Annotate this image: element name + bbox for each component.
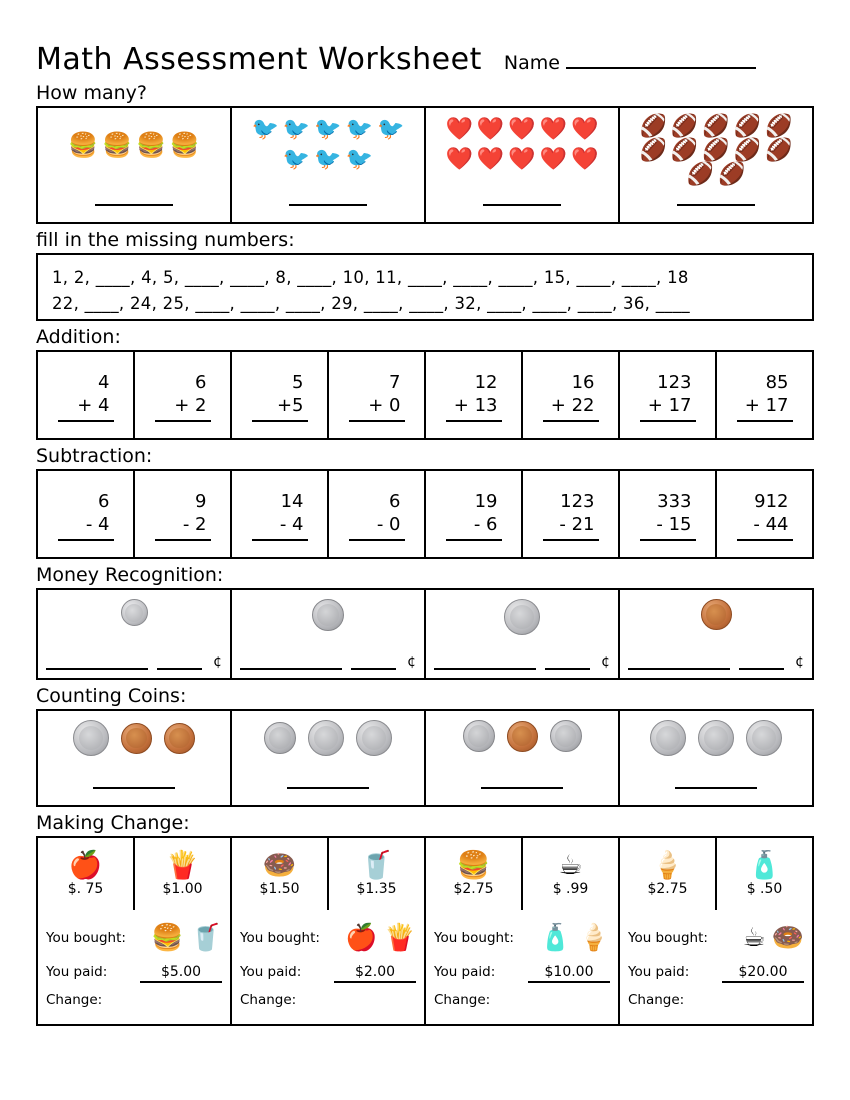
minuend: 123	[560, 491, 595, 512]
price-item	[717, 838, 812, 910]
price-item	[620, 838, 717, 910]
soda-can-icon: 🥤	[359, 849, 394, 881]
bird-group	[232, 108, 424, 174]
football-group	[620, 108, 812, 187]
money-recognition-cell	[620, 590, 812, 678]
bought-items	[539, 925, 610, 951]
football-icon: 🏈	[670, 114, 699, 139]
addition-problem[interactable]	[523, 352, 620, 438]
hamburger-icon: 🍔	[68, 131, 99, 159]
heart-icon: ❤️	[445, 147, 473, 172]
cent-symbol: ¢	[795, 654, 804, 670]
subtrahend: - 0	[349, 513, 405, 541]
coin-group	[38, 720, 230, 756]
bought-items	[345, 925, 416, 951]
coin-value-blank[interactable]	[157, 656, 203, 670]
addend-bottom: + 13	[446, 394, 502, 422]
money-answer-lines[interactable]	[628, 654, 804, 670]
answer-blank[interactable]	[481, 787, 563, 789]
how-many-cell-1	[38, 108, 232, 222]
money-answer-lines[interactable]	[46, 654, 222, 670]
change-questions-row	[38, 910, 812, 1024]
minuend: 6	[389, 491, 401, 512]
donut-icon: 🍩	[262, 849, 297, 881]
coin-group	[426, 720, 618, 752]
answer-blank[interactable]	[287, 787, 369, 789]
change-question	[426, 910, 620, 1024]
paid-label: You paid:	[628, 964, 690, 980]
name-label: Name	[503, 52, 560, 74]
subtraction-row	[36, 469, 814, 559]
heart-group	[426, 108, 618, 174]
subtraction-problem[interactable]	[717, 471, 812, 557]
football-icon: 🏈	[670, 138, 699, 163]
money-recognition-cell	[232, 590, 426, 678]
addend-top: 12	[474, 372, 498, 393]
subtraction-problem[interactable]	[38, 471, 135, 557]
counting-coins-cell	[38, 711, 232, 805]
addend-top: 7	[389, 372, 401, 393]
change-question	[232, 910, 426, 1024]
missing-numbers-box[interactable]	[36, 253, 814, 321]
quarter-coin-icon	[356, 720, 392, 756]
coin-name-blank[interactable]	[240, 656, 342, 670]
penny-coin-icon	[121, 723, 152, 754]
bird-icon: 🐦	[282, 147, 311, 172]
bought-label: You bought:	[240, 930, 320, 946]
soda-can-icon: 🥤	[189, 923, 222, 953]
minuend: 14	[280, 491, 304, 512]
football-icon: 🏈	[702, 138, 730, 163]
addend-top: 85	[765, 372, 789, 393]
subtraction-problem[interactable]	[620, 471, 717, 557]
how-many-cell-2	[232, 108, 426, 222]
coin-value-blank[interactable]	[739, 656, 785, 670]
bird-icon: 🐦	[345, 117, 374, 142]
paid-amount: $10.00	[528, 964, 610, 983]
quarter-coin-icon	[73, 720, 109, 756]
penny-coin-icon	[507, 721, 538, 752]
hamburger-group	[38, 108, 230, 174]
money-recognition-label: Money Recognition:	[36, 564, 224, 586]
subtrahend: - 6	[446, 513, 502, 541]
worksheet-header	[0, 0, 850, 77]
missing-numbers-label: fill in the missing numbers:	[36, 229, 295, 251]
change-question	[620, 910, 812, 1024]
addend-top: 16	[571, 372, 595, 393]
price-item	[329, 838, 426, 910]
subtraction-problem[interactable]	[426, 471, 523, 557]
coin-name-blank[interactable]	[434, 656, 536, 670]
paid-label: You paid:	[46, 964, 108, 980]
price-text: $2.75	[647, 880, 688, 897]
football-icon: 🏈	[702, 114, 730, 139]
fries-icon: 🍟	[383, 923, 416, 953]
subtrahend: - 21	[543, 513, 599, 541]
bird-icon: 🐦	[345, 147, 374, 172]
heart-icon: ❤️	[445, 117, 473, 142]
how-many-cell-3	[426, 108, 620, 222]
football-icon: 🏈	[718, 162, 746, 187]
nickel-coin-icon	[264, 722, 296, 754]
money-recognition-cell	[426, 590, 620, 678]
counting-coins-row	[36, 709, 814, 807]
missing-numbers-line-1: 1, 2, ____, 4, 5, ____, ____, 8, ____, 10, 11, ____, ____, ____, 15, ____, ____, 18	[52, 268, 689, 287]
water-bottle-icon: 🧴	[747, 849, 782, 881]
missing-numbers-line-2: 22, ____, 24, 25, ____, ____, ____, 29, ____, ____, 32, ____, ____, ____, 36, ____	[52, 294, 690, 313]
how-many-row	[36, 106, 814, 224]
price-text: $2.75	[453, 880, 494, 897]
paid-label: You paid:	[434, 964, 496, 980]
subtrahend: - 4	[58, 513, 114, 541]
heart-icon: ❤️	[476, 117, 505, 142]
price-item	[232, 838, 329, 910]
minuend: 19	[474, 491, 498, 512]
change-label[interactable]: Change:	[46, 992, 103, 1008]
making-change-label: Making Change:	[36, 812, 190, 834]
addend-bottom: + 17	[737, 394, 793, 422]
dime-coin-icon	[121, 599, 148, 626]
addend-top: 6	[195, 372, 207, 393]
money-recognition-row	[36, 588, 814, 680]
coin-group	[620, 720, 812, 756]
quarter-coin-icon	[504, 599, 540, 635]
addend-top: 4	[98, 372, 110, 393]
bought-label: You bought:	[46, 930, 126, 946]
penny-coin-icon	[164, 723, 195, 754]
fries-icon: 🍟	[165, 849, 200, 881]
subtraction-problem[interactable]	[232, 471, 329, 557]
how-many-label: How many?	[36, 82, 148, 104]
hamburger-icon: 🍔	[136, 131, 166, 159]
paid-label: You paid:	[240, 964, 302, 980]
subtraction-label: Subtraction:	[36, 445, 153, 467]
subtrahend: - 44	[737, 513, 793, 541]
addition-problem[interactable]	[329, 352, 426, 438]
football-icon: 🏈	[733, 114, 762, 139]
bought-label: You bought:	[628, 930, 708, 946]
paid-amount: $5.00	[140, 964, 222, 983]
football-icon: 🏈	[733, 138, 762, 163]
addition-problem[interactable]	[38, 352, 135, 438]
minuend: 333	[657, 491, 692, 512]
minuend: 9	[195, 491, 207, 512]
counting-coins-cell	[232, 711, 426, 805]
football-icon: 🏈	[765, 138, 793, 163]
page-title: Math Assessment Worksheet	[36, 42, 482, 77]
name-input-line[interactable]	[566, 52, 756, 69]
hamburger-icon: 🍔	[102, 131, 132, 159]
hot-drink-icon: ☕	[558, 849, 583, 881]
counting-coins-cell	[426, 711, 620, 805]
price-item	[523, 838, 620, 910]
addend-bottom: + 0	[349, 394, 405, 422]
addend-top: 5	[292, 372, 304, 393]
nickel-coin-icon	[312, 599, 344, 631]
heart-icon: ❤️	[571, 147, 599, 172]
price-text: $ .99	[552, 880, 589, 897]
penny-coin-icon	[701, 599, 732, 630]
bought-items	[742, 925, 804, 951]
subtrahend: - 15	[640, 513, 696, 541]
coin-name-blank[interactable]	[46, 656, 148, 670]
subtrahend: - 2	[155, 513, 211, 541]
money-recognition-cell	[38, 590, 232, 678]
subtrahend: - 4	[252, 513, 308, 541]
price-item	[426, 838, 523, 910]
coin-value-blank[interactable]	[351, 656, 397, 670]
heart-icon: ❤️	[539, 117, 568, 142]
change-label[interactable]: Change:	[628, 992, 685, 1008]
how-many-cell-4	[620, 108, 812, 222]
quarter-coin-icon	[746, 720, 782, 756]
addend-bottom: + 17	[640, 394, 696, 422]
addition-problem[interactable]	[232, 352, 329, 438]
heart-icon: ❤️	[476, 147, 505, 172]
football-icon: 🏈	[765, 114, 793, 139]
cent-symbol: ¢	[601, 654, 610, 670]
price-text: $1.00	[162, 880, 203, 897]
quarter-coin-icon	[698, 720, 734, 756]
hot-drink-icon: ☕	[742, 923, 766, 953]
money-answer-lines[interactable]	[240, 654, 416, 670]
subtraction-problem[interactable]	[523, 471, 620, 557]
price-text: $ .50	[746, 880, 783, 897]
bird-icon: 🐦	[251, 117, 279, 142]
addend-bottom: +5	[252, 394, 308, 422]
paid-amount: $2.00	[334, 964, 416, 983]
subtraction-problem[interactable]	[135, 471, 232, 557]
answer-blank[interactable]	[95, 204, 173, 206]
ice-cream-cone-icon: 🍦	[650, 849, 685, 881]
addition-row	[36, 350, 814, 440]
addend-bottom: + 22	[543, 394, 599, 422]
price-text: $1.35	[356, 880, 397, 897]
addend-bottom: + 2	[155, 394, 211, 422]
heart-icon: ❤️	[539, 147, 568, 172]
addend-bottom: + 4	[58, 394, 114, 422]
change-question	[38, 910, 232, 1024]
bird-icon: 🐦	[314, 147, 342, 172]
addition-problem[interactable]	[135, 352, 232, 438]
heart-icon: ❤️	[571, 117, 599, 142]
heart-icon: ❤️	[508, 117, 536, 142]
quarter-coin-icon	[308, 720, 344, 756]
bird-icon: 🐦	[282, 117, 311, 142]
counting-coins-cell	[620, 711, 812, 805]
price-item	[38, 838, 135, 910]
coin-name-blank[interactable]	[628, 656, 730, 670]
answer-blank[interactable]	[93, 787, 175, 789]
bird-icon: 🐦	[377, 117, 405, 142]
coin-value-blank[interactable]	[545, 656, 591, 670]
hamburger-icon: 🍔	[456, 849, 491, 881]
cent-symbol: ¢	[407, 654, 416, 670]
football-icon: 🏈	[639, 138, 667, 163]
coin-group	[232, 720, 424, 756]
cent-symbol: ¢	[213, 654, 222, 670]
price-text: $1.50	[259, 880, 300, 897]
counting-coins-label: Counting Coins:	[36, 685, 187, 707]
bought-label: You bought:	[434, 930, 514, 946]
bought-items	[151, 925, 222, 951]
money-answer-lines[interactable]	[434, 654, 610, 670]
change-label[interactable]: Change:	[434, 992, 491, 1008]
answer-blank[interactable]	[289, 204, 367, 206]
football-icon: 🏈	[686, 162, 714, 187]
answer-blank[interactable]	[483, 204, 561, 206]
addition-problem[interactable]	[717, 352, 812, 438]
football-icon: 🏈	[639, 114, 667, 139]
bird-icon: 🐦	[314, 117, 342, 142]
paid-amount: $20.00	[722, 964, 804, 983]
ice-cream-cone-icon: 🍦	[577, 923, 610, 953]
water-bottle-icon: 🧴	[539, 923, 572, 953]
apple-icon: 🍎	[345, 923, 378, 953]
nickel-coin-icon	[463, 720, 495, 752]
hamburger-icon: 🍔	[151, 923, 184, 953]
addition-problem[interactable]	[620, 352, 717, 438]
nickel-coin-icon	[550, 720, 582, 752]
making-change-block	[36, 836, 814, 1026]
answer-blank[interactable]	[675, 787, 757, 789]
price-list-row	[38, 838, 812, 910]
name-field-wrap	[504, 52, 756, 77]
apple-icon: 🍎	[68, 849, 103, 881]
hamburger-icon: 🍔	[169, 131, 200, 159]
minuend: 912	[754, 491, 789, 512]
price-text: $. 75	[67, 880, 104, 897]
donut-icon: 🍩	[771, 923, 804, 953]
heart-icon: ❤️	[508, 147, 536, 172]
addition-label: Addition:	[36, 326, 121, 348]
quarter-coin-icon	[650, 720, 686, 756]
price-item	[135, 838, 232, 910]
answer-blank[interactable]	[677, 204, 755, 206]
addend-top: 123	[657, 372, 692, 393]
change-label[interactable]: Change:	[240, 992, 297, 1008]
subtraction-problem[interactable]	[329, 471, 426, 557]
addition-problem[interactable]	[426, 352, 523, 438]
minuend: 6	[98, 491, 110, 512]
